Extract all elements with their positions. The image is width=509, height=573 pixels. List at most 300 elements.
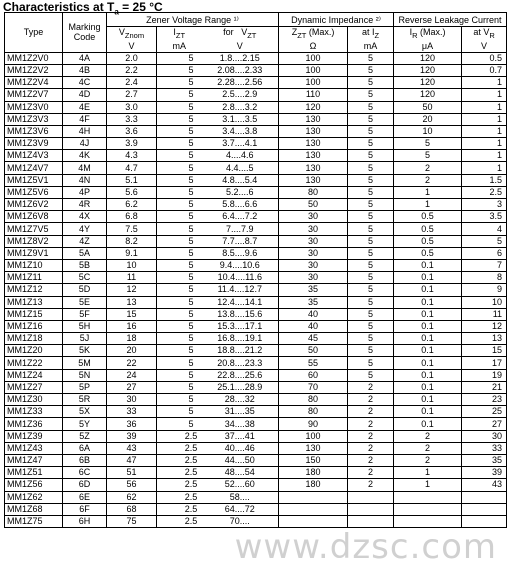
ir-cell: 120 [394,89,462,101]
at-iz-cell: 2 [348,430,394,442]
spacer-cell [157,211,181,223]
vzt-cell: 3.7....4.1 [202,138,279,150]
table-row [5,272,507,284]
spacer-cell [157,77,181,89]
iz-cell: 5 [181,320,202,332]
at-vr-cell: 8 [462,272,507,284]
zzt-cell: 100 [279,430,348,442]
marking-cell: 4K [63,150,107,162]
iz-cell: 5 [181,113,202,125]
iz-cell: 5 [181,406,202,418]
spacer-cell [157,430,181,442]
table-row [5,418,507,430]
zzt-cell: 80 [279,186,348,198]
vz-cell: 16 [107,320,157,332]
marking-cell: 4P [63,186,107,198]
type-cell: MM1Z3V0 [5,101,63,113]
page-title: Characteristics at $T_a = 25$ °C [3,0,163,17]
vz-cell: 7.5 [107,223,157,235]
zzt-cell: 150 [279,454,348,466]
type-cell: MM1Z5V1 [5,174,63,186]
table-row [5,296,507,308]
at-iz-cell: 5 [348,162,394,174]
ir-cell: 0.1 [394,345,462,357]
iz-cell: 5 [181,333,202,345]
at-iz-cell: 5 [348,333,394,345]
ir-cell: 0.1 [394,259,462,271]
vz-cell: 75 [107,515,157,527]
vzt-cell: 28....32 [202,394,279,406]
ir-cell: 10 [394,125,462,137]
table-row [5,430,507,442]
ir-cell [394,515,462,527]
type-cell: MM1Z30 [5,394,63,406]
at-iz-cell [348,491,394,503]
marking-cell: 5J [63,333,107,345]
ir-cell: 20 [394,113,462,125]
ir-cell: 1 [394,479,462,491]
at-iz-cell [348,515,394,527]
ir-cell: 120 [394,64,462,76]
spacer-cell [157,89,181,101]
at-vr-cell: 1 [462,125,507,137]
table-row [5,369,507,381]
at-vr-cell: 35 [462,454,507,466]
type-cell: MM1Z3V6 [5,125,63,137]
vz-cell: 51 [107,467,157,479]
at-vr-cell: 30 [462,430,507,442]
zzt-cell: 100 [279,52,348,64]
zzt-cell: 130 [279,113,348,125]
vzt-cell: 48....54 [202,467,279,479]
marking-cell: 5M [63,357,107,369]
at-vr-cell: 2.5 [462,186,507,198]
at-vr-cell: 7 [462,259,507,271]
ir-cell: 0.5 [394,211,462,223]
type-cell: MM1Z39 [5,430,63,442]
at-iz-cell: 2 [348,467,394,479]
spacer-cell [157,467,181,479]
at-iz-cell: 2 [348,381,394,393]
at-iz-cell: 5 [348,308,394,320]
spacer-cell [157,418,181,430]
marking-cell: 4N [63,174,107,186]
marking-cell: 4H [63,125,107,137]
table-row [5,284,507,296]
spacer-cell [157,52,181,64]
at-vr-cell: 12 [462,320,507,332]
vzt-cell: 2.5....2.9 [202,89,279,101]
zzt-cell: 80 [279,394,348,406]
type-cell: MM1Z6V2 [5,199,63,211]
type-cell: MM1Z62 [5,491,63,503]
spacer-cell [157,64,181,76]
at-vr-cell [462,503,507,515]
type-cell: MM1Z20 [5,345,63,357]
spacer-cell [157,503,181,515]
spacer-cell [157,101,181,113]
marking-cell: 5A [63,247,107,259]
vz-cell: 12 [107,284,157,296]
vzt-cell: 58.... [202,491,279,503]
type-cell: MM1Z36 [5,418,63,430]
ir-cell: 5 [394,150,462,162]
vzt-cell: 11.4....12.7 [202,284,279,296]
header-type: Type [5,13,63,53]
table-row [5,64,507,76]
type-cell: MM1Z56 [5,479,63,491]
iz-cell: 5 [181,77,202,89]
header-ir: $I_R$ (Max.) [394,27,462,41]
type-cell: MM1Z2V4 [5,77,63,89]
type-cell: MM1Z4V3 [5,150,63,162]
zzt-cell: 60 [279,369,348,381]
zzt-cell: 70 [279,381,348,393]
at-iz-cell: 2 [348,394,394,406]
iz-cell: 5 [181,89,202,101]
vz-cell: 3.3 [107,113,157,125]
vzt-cell: 18.8....21.2 [202,345,279,357]
header-for-vzt: for $V_{ZT}$ [202,27,279,41]
zzt-cell: 30 [279,247,348,259]
vzt-cell: 22.8....25.6 [202,369,279,381]
marking-cell: 4D [63,89,107,101]
at-vr-cell: 43 [462,479,507,491]
vz-cell: 27 [107,381,157,393]
ir-cell: 0.1 [394,394,462,406]
zzt-cell: 30 [279,223,348,235]
ir-cell: 5 [394,138,462,150]
vz-cell: 33 [107,406,157,418]
ir-cell: 0.1 [394,333,462,345]
vzt-cell: 1.8....2.15 [202,52,279,64]
at-vr-cell: 21 [462,381,507,393]
vzt-cell: 20.8....23.3 [202,357,279,369]
at-iz-cell: 5 [348,357,394,369]
at-iz-cell: 2 [348,454,394,466]
vz-cell: 15 [107,308,157,320]
vz-cell: 8.2 [107,235,157,247]
spacer-cell [157,406,181,418]
at-vr-cell: 1 [462,138,507,150]
ir-cell: 1 [394,467,462,479]
iz-cell: 5 [181,369,202,381]
spacer-cell [157,479,181,491]
type-cell: MM1Z75 [5,515,63,527]
zzt-cell: 50 [279,345,348,357]
table-row [5,150,507,162]
ir-cell: 0.5 [394,223,462,235]
table-row [5,162,507,174]
at-vr-cell: 11 [462,308,507,320]
type-cell: MM1Z10 [5,259,63,271]
at-vr-cell: 15 [462,345,507,357]
spacer-cell [157,125,181,137]
table-row [5,89,507,101]
vz-cell: 6.8 [107,211,157,223]
table-row [5,333,507,345]
unit-iz: mA [157,41,202,53]
iz-cell: 5 [181,186,202,198]
ir-cell: 50 [394,101,462,113]
marking-cell: 5C [63,272,107,284]
at-vr-cell [462,515,507,527]
iz-cell: 2.5 [181,442,202,454]
spacer-cell [157,235,181,247]
iz-cell: 5 [181,272,202,284]
marking-cell: 4Y [63,223,107,235]
spacer-cell [157,247,181,259]
iz-cell: 5 [181,418,202,430]
zzt-cell: 130 [279,162,348,174]
spacer-cell [157,381,181,393]
zzt-cell: 100 [279,77,348,89]
zzt-cell: 30 [279,272,348,284]
spacer-cell [157,357,181,369]
vzt-cell: 6.4....7.2 [202,211,279,223]
iz-cell: 5 [181,223,202,235]
iz-cell: 5 [181,284,202,296]
at-iz-cell: 5 [348,211,394,223]
vzt-cell: 4.4....5 [202,162,279,174]
table-row [5,174,507,186]
spacer-cell [157,113,181,125]
at-vr-cell: 23 [462,394,507,406]
iz-cell: 5 [181,125,202,137]
type-cell: MM1Z8V2 [5,235,63,247]
at-vr-cell: 10 [462,296,507,308]
vzt-cell: 8.5....9.6 [202,247,279,259]
table-row [5,247,507,259]
marking-cell: 5R [63,394,107,406]
zzt-cell: 100 [279,64,348,76]
vz-cell: 4.7 [107,162,157,174]
vzt-cell: 2.08....2.33 [202,64,279,76]
type-cell: MM1Z24 [5,369,63,381]
marking-cell: 5Z [63,430,107,442]
ir-cell: 1 [394,199,462,211]
spacer-cell [157,174,181,186]
spacer-cell [157,345,181,357]
spacer-cell [157,333,181,345]
at-iz-cell: 5 [348,284,394,296]
table-row [5,211,507,223]
ir-cell: 0.1 [394,284,462,296]
spacer-cell [157,320,181,332]
vz-cell: 47 [107,454,157,466]
at-iz-cell: 5 [348,369,394,381]
table-row [5,235,507,247]
vz-cell: 20 [107,345,157,357]
table-row [5,454,507,466]
vz-cell: 4.3 [107,150,157,162]
type-cell: MM1Z11 [5,272,63,284]
marking-cell: 6D [63,479,107,491]
iz-cell: 5 [181,394,202,406]
type-cell: MM1Z22 [5,357,63,369]
at-iz-cell: 5 [348,199,394,211]
iz-cell: 5 [181,174,202,186]
vz-cell: 36 [107,418,157,430]
type-cell: MM1Z2V2 [5,64,63,76]
ir-cell: 120 [394,77,462,89]
ir-cell: 2 [394,430,462,442]
vzt-cell: 31....35 [202,406,279,418]
at-iz-cell: 5 [348,77,394,89]
iz-cell: 5 [181,296,202,308]
type-cell: MM1Z16 [5,320,63,332]
vz-cell: 3.0 [107,101,157,113]
zzt-cell: 45 [279,333,348,345]
vz-cell: 18 [107,333,157,345]
spacer-cell [157,150,181,162]
at-iz-cell: 5 [348,101,394,113]
vzt-cell: 44....50 [202,454,279,466]
at-iz-cell: 5 [348,89,394,101]
table-row [5,479,507,491]
zzt-cell [279,491,348,503]
type-cell: MM1Z5V6 [5,186,63,198]
ir-cell: 0.1 [394,296,462,308]
iz-cell: 5 [181,259,202,271]
vzt-cell: 64....72 [202,503,279,515]
marking-cell: 6A [63,442,107,454]
ir-cell: 0.5 [394,235,462,247]
vz-cell: 2.7 [107,89,157,101]
zzt-cell: 130 [279,174,348,186]
at-iz-cell: 5 [348,174,394,186]
at-iz-cell: 5 [348,223,394,235]
ir-cell: 120 [394,52,462,64]
marking-cell: 4R [63,199,107,211]
table-row [5,186,507,198]
spacer-cell [157,186,181,198]
type-cell: MM1Z43 [5,442,63,454]
ir-cell: 2 [394,454,462,466]
vzt-cell: 7....7.9 [202,223,279,235]
at-vr-cell: 3 [462,199,507,211]
vzt-cell: 3.1....3.5 [202,113,279,125]
zzt-cell: 90 [279,418,348,430]
table-row [5,308,507,320]
table-row [5,259,507,271]
vz-cell: 43 [107,442,157,454]
unit-vz: V [107,41,157,53]
at-iz-cell: 5 [348,125,394,137]
zzt-cell: 50 [279,199,348,211]
type-cell: MM1Z33 [5,406,63,418]
ir-cell [394,491,462,503]
iz-cell: 2.5 [181,515,202,527]
header-marking-code: Marking Code [63,13,107,53]
vz-cell: 2.2 [107,64,157,76]
table-row [5,515,507,527]
zzt-cell: 130 [279,125,348,137]
table-row [5,442,507,454]
spacer-cell [157,491,181,503]
watermark: www.dzsc.com [234,527,497,567]
at-vr-cell: 1 [462,89,507,101]
table-row [5,320,507,332]
vzt-cell: 2.8....3.2 [202,101,279,113]
spacer-cell [157,442,181,454]
vz-cell: 13 [107,296,157,308]
at-vr-cell: 1 [462,113,507,125]
type-cell: MM1Z2V0 [5,52,63,64]
marking-cell: 5H [63,320,107,332]
table-row [5,125,507,137]
characteristics-table [4,12,507,528]
table-row [5,381,507,393]
at-vr-cell: 1.5 [462,174,507,186]
vz-cell: 68 [107,503,157,515]
marking-cell: 6C [63,467,107,479]
marking-cell: 4Z [63,235,107,247]
at-vr-cell: 5 [462,235,507,247]
zzt-cell: 55 [279,357,348,369]
iz-cell: 2.5 [181,454,202,466]
at-vr-cell: 13 [462,333,507,345]
iz-cell: 5 [181,162,202,174]
ir-cell: 0.1 [394,381,462,393]
at-iz-cell: 5 [348,272,394,284]
spacer-cell [157,369,181,381]
marking-cell: 4E [63,101,107,113]
marking-cell: 4X [63,211,107,223]
marking-cell: 4F [63,113,107,125]
marking-cell: 5N [63,369,107,381]
table-row [5,138,507,150]
zzt-cell: 30 [279,211,348,223]
zzt-cell: 180 [279,479,348,491]
type-cell: MM1Z68 [5,503,63,515]
vz-cell: 39 [107,430,157,442]
spacer-cell [157,162,181,174]
spacer-cell [157,138,181,150]
vz-cell: 10 [107,259,157,271]
iz-cell: 5 [181,357,202,369]
marking-cell: 5B [63,259,107,271]
vzt-cell: 4.8....5.4 [202,174,279,186]
zzt-cell: 130 [279,150,348,162]
zzt-cell: 30 [279,259,348,271]
table-row [5,101,507,113]
marking-cell: 5Y [63,418,107,430]
vzt-cell: 70.... [202,515,279,527]
vz-cell: 9.1 [107,247,157,259]
vzt-cell: 25.1....28.9 [202,381,279,393]
iz-cell: 5 [181,64,202,76]
type-cell: MM1Z9V1 [5,247,63,259]
iz-cell: 2.5 [181,503,202,515]
table-row [5,345,507,357]
at-vr-cell: 1 [462,101,507,113]
vz-cell: 3.6 [107,125,157,137]
iz-cell: 2.5 [181,479,202,491]
unit-vzt: V [202,41,279,53]
spacer-cell [157,308,181,320]
iz-cell: 5 [181,235,202,247]
type-cell: MM1Z18 [5,333,63,345]
vz-cell: 2.0 [107,52,157,64]
iz-cell: 2.5 [181,491,202,503]
ir-cell: 2 [394,174,462,186]
marking-cell: 4C [63,77,107,89]
marking-cell: 4J [63,138,107,150]
zzt-cell: 130 [279,442,348,454]
table-row [5,357,507,369]
vz-cell: 5.1 [107,174,157,186]
